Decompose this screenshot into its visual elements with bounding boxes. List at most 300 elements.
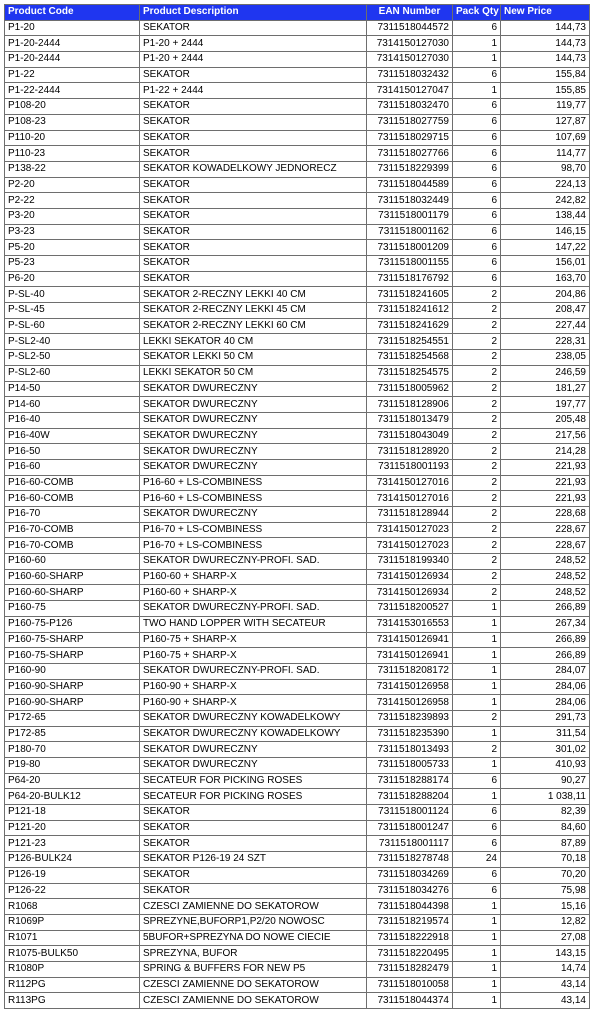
cell-product-code: P126-19 [5,867,140,883]
cell-new-price: 138,44 [501,208,590,224]
cell-pack-qty: 1 [453,648,501,664]
cell-ean-number: 7311518043049 [367,428,453,444]
cell-new-price: 284,06 [501,695,590,711]
cell-product-description: SEKATOR DWURECZNY [140,381,367,397]
cell-new-price: 43,14 [501,977,590,993]
cell-ean-number: 7311518239893 [367,710,453,726]
cell-product-code: P108-23 [5,114,140,130]
cell-pack-qty: 6 [453,161,501,177]
cell-ean-number: 7311518278748 [367,852,453,868]
table-row [5,240,590,256]
cell-pack-qty: 6 [453,805,501,821]
cell-pack-qty: 6 [453,99,501,115]
cell-new-price: 221,93 [501,491,590,507]
cell-product-description: SEKATOR [140,836,367,852]
cell-pack-qty: 6 [453,773,501,789]
cell-product-code: P-SL2-40 [5,334,140,350]
column-header-product-code: Product Code [5,5,140,21]
cell-product-code: P-SL-45 [5,303,140,319]
cell-ean-number: 7311518199340 [367,554,453,570]
cell-new-price: 228,67 [501,538,590,554]
cell-ean-number: 7314150126941 [367,648,453,664]
cell-product-description: SEKATOR DWURECZNY [140,428,367,444]
table-row [5,867,590,883]
cell-ean-number: 7311518013493 [367,742,453,758]
cell-ean-number: 7311518288174 [367,773,453,789]
cell-product-description: P160-60 + SHARP-X [140,569,367,585]
cell-pack-qty: 2 [453,381,501,397]
cell-product-code: P64-20-BULK12 [5,789,140,805]
cell-new-price: 98,70 [501,161,590,177]
cell-pack-qty: 2 [453,522,501,538]
cell-product-code: P180-70 [5,742,140,758]
table-row [5,899,590,915]
table-row [5,412,590,428]
cell-pack-qty: 1 [453,930,501,946]
table-row [5,303,590,319]
table-row [5,977,590,993]
cell-product-code: R112PG [5,977,140,993]
cell-product-description: SECATEUR FOR PICKING ROSES [140,789,367,805]
cell-product-code: P-SL-60 [5,318,140,334]
cell-new-price: 228,68 [501,507,590,523]
table-row [5,538,590,554]
cell-product-description: SEKATOR [140,820,367,836]
cell-product-code: R1068 [5,899,140,915]
cell-ean-number: 7311518241605 [367,287,453,303]
cell-new-price: 197,77 [501,397,590,413]
cell-new-price: 15,16 [501,899,590,915]
cell-product-code: P16-70-COMB [5,538,140,554]
cell-new-price: 217,56 [501,428,590,444]
table-row [5,193,590,209]
cell-pack-qty: 2 [453,569,501,585]
cell-new-price: 119,77 [501,99,590,115]
cell-ean-number: 7311518005962 [367,381,453,397]
cell-new-price: 248,52 [501,554,590,570]
cell-product-code: P64-20 [5,773,140,789]
cell-pack-qty: 1 [453,726,501,742]
table-row [5,554,590,570]
cell-product-description: SEKATOR DWURECZNY-PROFI. SAD. [140,663,367,679]
cell-new-price: 204,86 [501,287,590,303]
table-row [5,820,590,836]
cell-product-description: SEKATOR [140,867,367,883]
cell-product-code: P5-20 [5,240,140,256]
cell-ean-number: 7314150126934 [367,585,453,601]
cell-product-code: P1-20 [5,20,140,36]
cell-pack-qty: 6 [453,146,501,162]
table-row [5,256,590,272]
table-row [5,961,590,977]
cell-ean-number: 7311518220495 [367,946,453,962]
table-row [5,710,590,726]
cell-ean-number: 7311518229399 [367,161,453,177]
cell-pack-qty: 2 [453,365,501,381]
table-row [5,208,590,224]
cell-new-price: 238,05 [501,350,590,366]
table-row [5,648,590,664]
cell-product-description: CZESCI ZAMIENNE DO SEKATOROW [140,977,367,993]
cell-new-price: 246,59 [501,365,590,381]
table-row [5,993,590,1009]
cell-product-code: P121-18 [5,805,140,821]
table-row [5,695,590,711]
column-header-pack-qty: Pack Qty [453,5,501,21]
cell-product-description: P1-20 + 2444 [140,36,367,52]
cell-product-description: SEKATOR DWURECZNY [140,412,367,428]
cell-ean-number: 7311518044589 [367,177,453,193]
table-row [5,99,590,115]
cell-pack-qty: 1 [453,52,501,68]
cell-ean-number: 7311518032470 [367,99,453,115]
cell-product-code: P160-75-SHARP [5,648,140,664]
cell-new-price: 266,89 [501,632,590,648]
cell-ean-number: 7314150127047 [367,83,453,99]
cell-product-description: SEKATOR [140,256,367,272]
cell-product-code: P172-65 [5,710,140,726]
cell-product-description: SEKATOR [140,177,367,193]
cell-product-code: P5-23 [5,256,140,272]
cell-pack-qty: 2 [453,444,501,460]
cell-pack-qty: 2 [453,459,501,475]
cell-product-code: P-SL2-60 [5,365,140,381]
table-row [5,130,590,146]
cell-new-price: 144,73 [501,36,590,52]
cell-new-price: 205,48 [501,412,590,428]
table-row [5,475,590,491]
cell-ean-number: 7311518001209 [367,240,453,256]
table-row [5,36,590,52]
cell-pack-qty: 1 [453,632,501,648]
table-row [5,679,590,695]
cell-pack-qty: 1 [453,789,501,805]
cell-pack-qty: 1 [453,899,501,915]
cell-product-description: SEKATOR DWURECZNY [140,397,367,413]
cell-ean-number: 7311518010058 [367,977,453,993]
table-row [5,805,590,821]
cell-ean-number: 7311518044572 [367,20,453,36]
cell-product-description: SEKATOR [140,224,367,240]
table-row [5,522,590,538]
table-row [5,601,590,617]
table-row [5,491,590,507]
cell-new-price: 208,47 [501,303,590,319]
cell-pack-qty: 2 [453,475,501,491]
cell-product-code: P16-60-COMB [5,491,140,507]
table-row [5,114,590,130]
cell-new-price: 266,89 [501,648,590,664]
table-row [5,83,590,99]
cell-product-description: TWO HAND LOPPER WITH SECATEUR [140,616,367,632]
cell-product-code: P160-75-P126 [5,616,140,632]
cell-ean-number: 7314150126958 [367,695,453,711]
cell-product-code: P16-70 [5,507,140,523]
cell-ean-number: 7314150127016 [367,491,453,507]
cell-pack-qty: 2 [453,334,501,350]
cell-pack-qty: 1 [453,946,501,962]
cell-ean-number: 7311518254568 [367,350,453,366]
column-header-new-price: New Price [501,5,590,21]
cell-product-description: 5BUFOR+SPREZYNA DO NOWE CIECIE [140,930,367,946]
cell-product-code: P16-40 [5,412,140,428]
cell-pack-qty: 1 [453,977,501,993]
cell-product-description: SEKATOR KOWADELKOWY JEDNORECZ [140,161,367,177]
cell-ean-number: 7314150126934 [367,569,453,585]
cell-ean-number: 7311518001155 [367,256,453,272]
table-body [5,20,590,1008]
cell-pack-qty: 6 [453,130,501,146]
cell-product-code: R1080P [5,961,140,977]
cell-pack-qty: 6 [453,193,501,209]
cell-ean-number: 7311518001179 [367,208,453,224]
cell-product-code: P16-70-COMB [5,522,140,538]
cell-pack-qty: 6 [453,836,501,852]
header-row [5,5,590,21]
cell-new-price: 87,89 [501,836,590,852]
cell-product-description: SEKATOR [140,20,367,36]
cell-product-code: R1071 [5,930,140,946]
cell-product-code: P1-22-2444 [5,83,140,99]
table-row [5,67,590,83]
cell-product-description: SEKATOR LEKKI 50 CM [140,350,367,366]
cell-product-description: SEKATOR [140,193,367,209]
cell-product-code: P160-75-SHARP [5,632,140,648]
cell-pack-qty: 2 [453,303,501,319]
cell-new-price: 267,34 [501,616,590,632]
cell-new-price: 284,07 [501,663,590,679]
cell-ean-number: 7311518128920 [367,444,453,460]
cell-ean-number: 7311518254575 [367,365,453,381]
cell-pack-qty: 2 [453,412,501,428]
cell-ean-number: 7311518032432 [367,67,453,83]
cell-ean-number: 7311518282479 [367,961,453,977]
table-row [5,397,590,413]
cell-new-price: 228,31 [501,334,590,350]
table-row [5,365,590,381]
cell-product-code: P108-20 [5,99,140,115]
cell-new-price: 228,67 [501,522,590,538]
cell-product-description: SPREZYNE,BUFORP1,P2/20 NOWOSC [140,914,367,930]
cell-new-price: 14,74 [501,961,590,977]
cell-new-price: 70,18 [501,852,590,868]
cell-product-code: P-SL-40 [5,287,140,303]
cell-new-price: 291,73 [501,710,590,726]
table-row [5,507,590,523]
cell-new-price: 147,22 [501,240,590,256]
cell-product-code: P160-90-SHARP [5,679,140,695]
cell-product-code: P2-20 [5,177,140,193]
cell-new-price: 163,70 [501,271,590,287]
cell-product-code: R113PG [5,993,140,1009]
column-header-ean-number: EAN Number [367,5,453,21]
table-row [5,930,590,946]
price-list-table [4,4,590,1009]
cell-product-code: P16-60 [5,459,140,475]
cell-pack-qty: 6 [453,114,501,130]
cell-product-description: SEKATOR DWURECZNY [140,444,367,460]
cell-product-description: SEKATOR [140,67,367,83]
cell-product-description: SEKATOR DWURECZNY [140,459,367,475]
table-row [5,444,590,460]
cell-new-price: 70,20 [501,867,590,883]
cell-product-code: P121-23 [5,836,140,852]
cell-product-code: P14-50 [5,381,140,397]
cell-ean-number: 7311518176792 [367,271,453,287]
cell-product-description: P16-70 + LS-COMBINESS [140,522,367,538]
table-row [5,334,590,350]
cell-ean-number: 7314150126958 [367,679,453,695]
cell-ean-number: 7311518044398 [367,899,453,915]
table-row [5,287,590,303]
cell-product-description: SEKATOR [140,114,367,130]
cell-product-code: P160-60-SHARP [5,569,140,585]
cell-new-price: 248,52 [501,585,590,601]
cell-ean-number: 7311518034269 [367,867,453,883]
table-row [5,318,590,334]
table-row [5,742,590,758]
table-row [5,883,590,899]
cell-ean-number: 7311518027759 [367,114,453,130]
cell-product-description: LEKKI SEKATOR 50 CM [140,365,367,381]
cell-product-code: P19-80 [5,758,140,774]
cell-ean-number: 7311518254551 [367,334,453,350]
cell-product-code: P1-20-2444 [5,36,140,52]
cell-ean-number: 7311518208172 [367,663,453,679]
cell-product-code: P1-22 [5,67,140,83]
cell-pack-qty: 1 [453,758,501,774]
cell-ean-number: 7314150127023 [367,522,453,538]
table-row [5,726,590,742]
table-row [5,914,590,930]
cell-new-price: 107,69 [501,130,590,146]
cell-ean-number: 7311518032449 [367,193,453,209]
cell-new-price: 242,82 [501,193,590,209]
cell-product-code: P16-40W [5,428,140,444]
cell-product-description: P160-75 + SHARP-X [140,648,367,664]
cell-product-description: SEKATOR DWURECZNY-PROFI. SAD. [140,554,367,570]
cell-new-price: 181,27 [501,381,590,397]
table-row [5,224,590,240]
table-row [5,836,590,852]
table-row [5,632,590,648]
table-row [5,146,590,162]
cell-pack-qty: 1 [453,914,501,930]
cell-product-code: P3-23 [5,224,140,240]
cell-pack-qty: 2 [453,287,501,303]
cell-product-description: SEKATOR [140,146,367,162]
cell-product-description: CZESCI ZAMIENNE DO SEKATOROW [140,993,367,1009]
cell-new-price: 221,93 [501,475,590,491]
cell-new-price: 43,14 [501,993,590,1009]
cell-product-description: SECATEUR FOR PICKING ROSES [140,773,367,789]
cell-product-description: SEKATOR [140,271,367,287]
table-row [5,585,590,601]
cell-product-description: SEKATOR 2-RECZNY LEKKI 60 CM [140,318,367,334]
cell-new-price: 75,98 [501,883,590,899]
cell-new-price: 221,93 [501,459,590,475]
cell-pack-qty: 6 [453,208,501,224]
cell-pack-qty: 6 [453,271,501,287]
cell-new-price: 143,15 [501,946,590,962]
cell-new-price: 155,85 [501,83,590,99]
cell-product-code: P6-20 [5,271,140,287]
table-row [5,616,590,632]
cell-pack-qty: 24 [453,852,501,868]
cell-new-price: 155,84 [501,67,590,83]
cell-pack-qty: 1 [453,695,501,711]
cell-pack-qty: 6 [453,867,501,883]
cell-ean-number: 7311518128906 [367,397,453,413]
cell-product-code: P160-60 [5,554,140,570]
cell-new-price: 214,28 [501,444,590,460]
cell-pack-qty: 1 [453,83,501,99]
cell-pack-qty: 1 [453,36,501,52]
cell-ean-number: 7311518005733 [367,758,453,774]
cell-product-description: P16-70 + LS-COMBINESS [140,538,367,554]
table-row [5,459,590,475]
cell-ean-number: 7314150126941 [367,632,453,648]
cell-product-description: SEKATOR 2-RECZNY LEKKI 45 CM [140,303,367,319]
cell-new-price: 248,52 [501,569,590,585]
cell-new-price: 156,01 [501,256,590,272]
cell-product-description: P160-90 + SHARP-X [140,679,367,695]
cell-product-description: SEKATOR DWURECZNY [140,507,367,523]
cell-new-price: 301,02 [501,742,590,758]
cell-product-description: P160-90 + SHARP-X [140,695,367,711]
cell-product-description: CZESCI ZAMIENNE DO SEKATOROW [140,899,367,915]
cell-product-description: P160-75 + SHARP-X [140,632,367,648]
cell-product-description: SEKATOR DWURECZNY [140,758,367,774]
cell-pack-qty: 1 [453,961,501,977]
cell-ean-number: 7314150127023 [367,538,453,554]
cell-product-code: P2-22 [5,193,140,209]
cell-product-description: SEKATOR [140,883,367,899]
cell-ean-number: 7314150127030 [367,52,453,68]
cell-pack-qty: 2 [453,491,501,507]
cell-ean-number: 7311518001162 [367,224,453,240]
cell-product-code: P160-75 [5,601,140,617]
cell-new-price: 146,15 [501,224,590,240]
cell-new-price: 27,08 [501,930,590,946]
column-header-product-description: Product Description [140,5,367,21]
table-row [5,177,590,193]
cell-product-code: P3-20 [5,208,140,224]
cell-pack-qty: 6 [453,820,501,836]
cell-product-description: SEKATOR [140,805,367,821]
cell-new-price: 90,27 [501,773,590,789]
cell-product-code: R1075-BULK50 [5,946,140,962]
cell-ean-number: 7311518241612 [367,303,453,319]
cell-product-code: P138-22 [5,161,140,177]
cell-ean-number: 7311518219574 [367,914,453,930]
table-row [5,161,590,177]
cell-new-price: 1 038,11 [501,789,590,805]
cell-ean-number: 7311518027766 [367,146,453,162]
cell-product-description: P1-22 + 2444 [140,83,367,99]
cell-pack-qty: 2 [453,538,501,554]
table-row [5,381,590,397]
cell-product-code: P172-85 [5,726,140,742]
cell-product-description: SEKATOR [140,99,367,115]
cell-product-code: P16-50 [5,444,140,460]
cell-ean-number: 7311518241629 [367,318,453,334]
cell-ean-number: 7311518044374 [367,993,453,1009]
table-row [5,758,590,774]
cell-new-price: 266,89 [501,601,590,617]
cell-pack-qty: 6 [453,883,501,899]
cell-product-description: SPREZYNA, BUFOR [140,946,367,962]
